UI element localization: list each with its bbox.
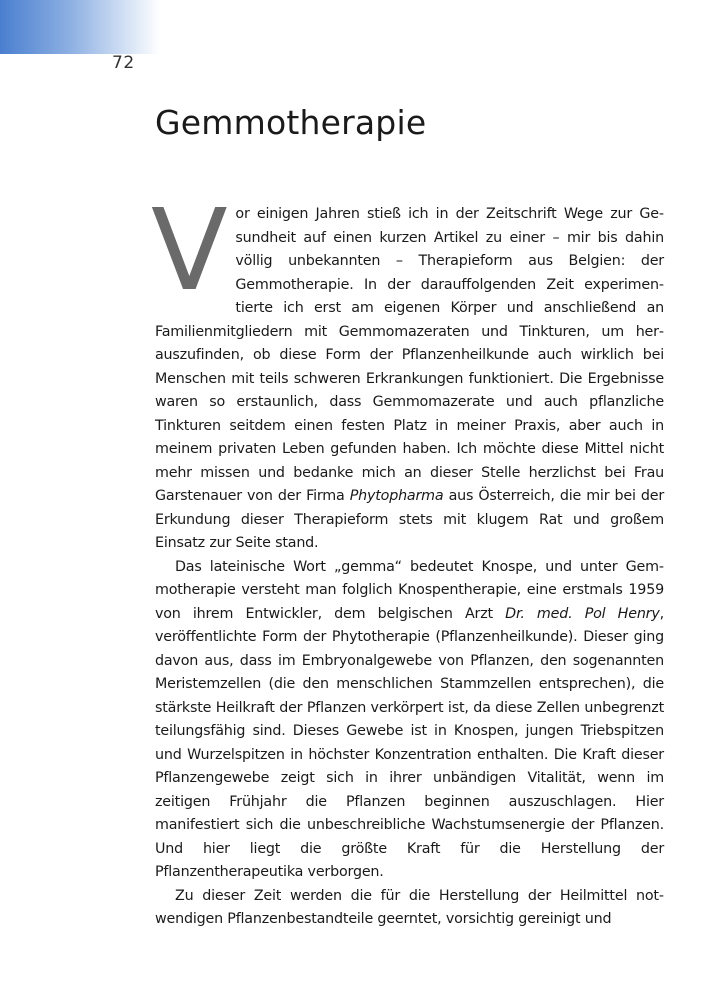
paragraph-intro-text-1: or einigen Jahren stieß ich in der Zeitschrift Wege zur Gesundheit auf einen kurzen Artikel zu einer – mir bis dahin völlig unbekannten – Therapieform aus Belgien: der Gemmotherapie. In der darauffolgenden Zeit experimentierte ich erst am eigenen Körper und anschließend an Familienmitgliedern mit Gemmomazeraten und Tinkturen, um herauszufinden, ob diese Form der Pflanzenheilkunde auch wirklich bei Menschen mit teils schweren Erkrankungen funktioniert. Die Ergebnisse waren so erstaunlich, dass Gemmomazerate und auch pflanzliche Tinkturen seitdem einen festen Platz in meiner Praxis, aber auch in meinem privaten Leben gefunden haben. Ich möchte diese Mittel nicht mehr missen und bedanke mich an dieser Stelle herzlichst bei Frau Garstenauer von der Firma [155, 206, 664, 504]
paragraph-gemma [155, 556, 664, 885]
paragraph-intro [151, 186, 664, 556]
body-text [151, 186, 664, 932]
doctor-name: Dr. med. Pol Henry [505, 605, 660, 622]
company-name: Phytopharma [349, 488, 444, 504]
paragraph-intro-text-2: aus Österreich, die mir bei der Erkundung dieser Therapieform stets mit klugem Rat und großem Einsatz zur Seite stand. [155, 488, 664, 551]
paragraph-gemma-text-1: Das lateinische Wort „gemma“ bedeutet Knospe, und unter Gemmotherapie versteht man folglich Knospentherapie, eine erstmals 1959 von ihrem Entwickler, dem belgischen Arzt [155, 558, 664, 622]
chapter-title: Gemmotherapie [155, 103, 427, 142]
page-number: 72 [112, 53, 135, 73]
drop-cap: V [151, 186, 228, 316]
paragraph-harvest: Zu dieser Zeit werden die für die Herstellung der Heilmittel notwendigen Pflanzenbestandteile geerntet, vorsichtig gereinigt und [155, 887, 664, 927]
corner-color-band [0, 0, 160, 54]
paragraph-gemma-text-2: , veröffentlichte Form der Phytotherapie (Pflanzenheilkunde). Dieser ging davon aus, dass im Embryonalgewebe von Pflanzen, den sogenannten Meristemzellen (die den menschlichen Stammzellen entsprechen), die stärkste Heilkraft der Pflanzen verkörpert ist, da diese Zellen unbegrenzt teilungsfähig sind. Dieses Gewebe ist in Knospen, jungen Triebspitzen und Wurzelspitzen in höchster Konzentration enthalten. Die Kraft dieser Pflanzengewebe zeigt sich in ihrer unbändigen Vitalität, wenn im zeitigen Frühjahr die Pflanzen beginnen auszuschlagen. Hier manifestiert sich die unbeschreibliche Wachstumsenergie der Pflanzen. Und hier liegt die größte Kraft für die Herstellung der Pflanzentherapeutika verborgen. [155, 605, 664, 880]
